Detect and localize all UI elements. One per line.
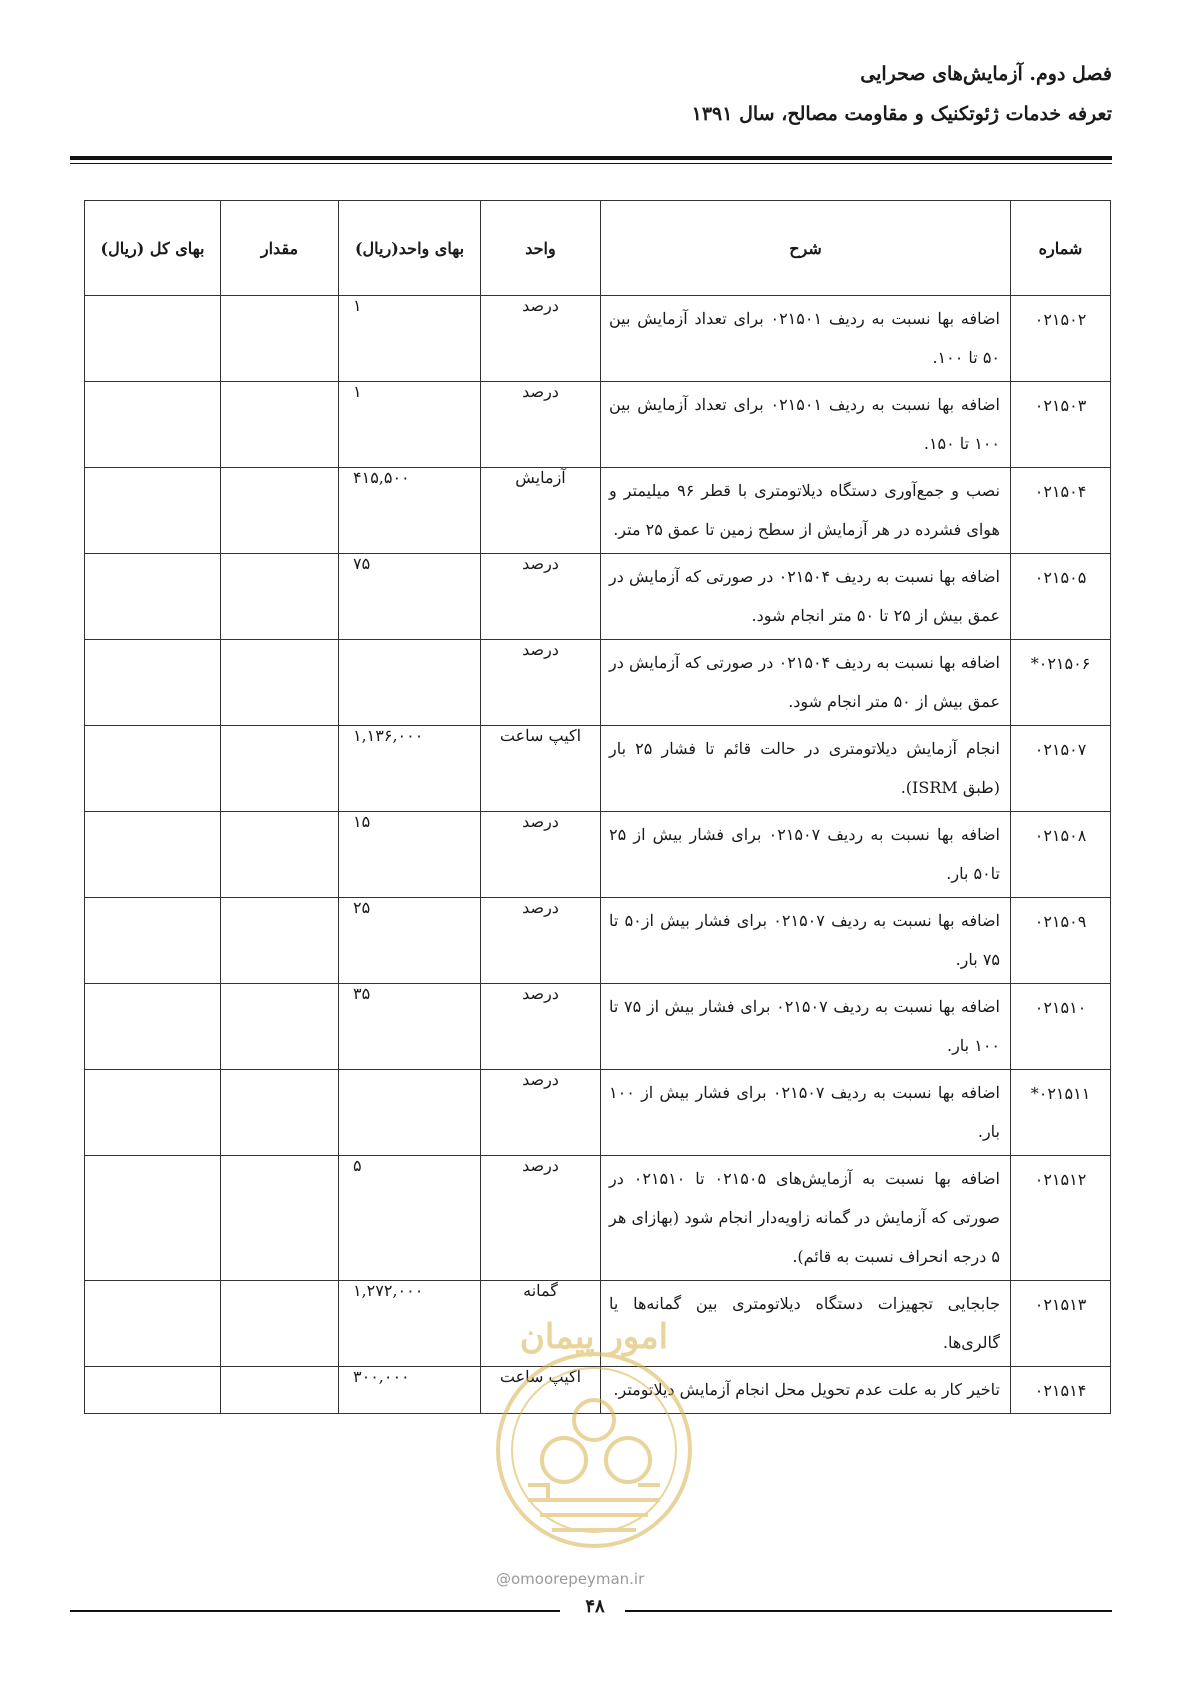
table-row <box>85 812 1111 898</box>
row-description: اضافه بها نسبت به ردیف ۰۲۱۵۰۱ برای تعداد آزمایش بین ۵۰ تا ۱۰۰. <box>601 296 1011 382</box>
watermark-site: @omoorepeyman.ir <box>496 1570 645 1588</box>
row-unit: درصد <box>522 296 559 315</box>
row-quantity-cell <box>221 726 339 812</box>
table-row <box>85 1281 1111 1367</box>
row-unit-price-cell <box>339 1367 481 1414</box>
row-unit-cell <box>481 296 601 382</box>
row-quantity-cell <box>221 1281 339 1367</box>
tariff-table <box>84 200 1111 1414</box>
col-header-unit-price: بهای واحد(ریال) <box>339 201 481 296</box>
row-unit: درصد <box>522 812 559 831</box>
row-number: ۰۲۱۵۱۲ <box>1011 1156 1111 1281</box>
row-quantity-cell <box>221 382 339 468</box>
row-unit-price <box>339 1070 480 1078</box>
row-unit-price: ۱۵ <box>353 812 371 831</box>
row-unit-cell <box>481 1156 601 1281</box>
col-header-total-price: بهای کل (ریال) <box>85 201 221 296</box>
row-description: اضافه بها نسبت به ردیف ۰۲۱۵۰۱ برای تعداد آزمایش بین ۱۰۰ تا ۱۵۰. <box>601 382 1011 468</box>
row-unit-price-cell <box>339 898 481 984</box>
table-header-row <box>85 201 1111 296</box>
table-row <box>85 1156 1111 1281</box>
chapter-title: فصل دوم. آزمایش‌های صحرایی <box>860 63 1112 85</box>
row-unit-price-cell <box>339 1281 481 1367</box>
row-unit: آزمایش <box>515 468 566 487</box>
row-unit: درصد <box>522 382 559 401</box>
row-total-price-cell <box>85 640 221 726</box>
col-header-quantity: مقدار <box>221 201 339 296</box>
row-description: اضافه بها نسبت به ردیف ۰۲۱۵۰۴ در صورتی که آزمایش در عمق بیش از ۵۰ متر انجام شود. <box>601 640 1011 726</box>
row-total-price-cell <box>85 1281 221 1367</box>
row-unit-price-cell <box>339 1070 481 1156</box>
row-unit-price-cell <box>339 726 481 812</box>
row-unit-cell <box>481 554 601 640</box>
row-unit-cell <box>481 468 601 554</box>
row-unit-price-cell <box>339 640 481 726</box>
table-row <box>85 984 1111 1070</box>
row-description: اضافه بها نسبت به آزمایش‌های ۰۲۱۵۰۵ تا ۰۲۱۵۱۰ در صورتی که آزمایش در گمانه زاویه‌دار انجام شود (بهازای هر ۵ درجه انحراف نسبت به قائم). <box>601 1156 1011 1281</box>
row-number: ۰۲۱۵۰۸ <box>1011 812 1111 898</box>
row-unit-price: ۴۱۵,۵۰۰ <box>353 468 410 487</box>
table-row <box>85 640 1111 726</box>
row-unit-price-cell <box>339 382 481 468</box>
row-unit-price-cell <box>339 468 481 554</box>
row-unit-cell <box>481 984 601 1070</box>
row-quantity-cell <box>221 984 339 1070</box>
row-unit-cell <box>481 1070 601 1156</box>
row-unit-price: ۲۵ <box>353 898 371 917</box>
row-unit: اکیپ ساعت <box>499 726 582 745</box>
row-number: ۰۲۱۵۰۲ <box>1011 296 1111 382</box>
row-unit-price: ۷۵ <box>353 554 371 573</box>
row-unit-price: ۱,۱۳۶,۰۰۰ <box>353 726 424 745</box>
header-rule-thick <box>70 156 1112 160</box>
row-description: اضافه بها نسبت به ردیف ۰۲۱۵۰۷ برای فشار بیش از ۲۵ تا۵۰ بار. <box>601 812 1011 898</box>
row-total-price-cell <box>85 1156 221 1281</box>
page-header <box>692 60 1112 128</box>
row-quantity-cell <box>221 898 339 984</box>
row-unit-cell <box>481 382 601 468</box>
table-row <box>85 296 1111 382</box>
row-unit-price-cell <box>339 296 481 382</box>
col-header-description: شرح <box>601 201 1011 296</box>
row-quantity-cell <box>221 554 339 640</box>
row-unit: گمانه <box>523 1281 558 1300</box>
row-unit-price: ۵ <box>353 1156 362 1175</box>
row-description: نصب و جمع‌آوری دستگاه دیلاتومتری با قطر ۹۶ میلیمتر و هوای فشرده در هر آزمایش از سطح زمین تا عمق ۲۵ متر. <box>601 468 1011 554</box>
table-row <box>85 726 1111 812</box>
row-total-price-cell <box>85 1367 221 1414</box>
table-row <box>85 554 1111 640</box>
row-unit-cell <box>481 1281 601 1367</box>
row-unit-price: ۱,۲۷۲,۰۰۰ <box>353 1281 424 1300</box>
row-unit-cell <box>481 812 601 898</box>
table-row <box>85 898 1111 984</box>
row-number: ۰۲۱۵۱۰ <box>1011 984 1111 1070</box>
row-description: اضافه بها نسبت به ردیف ۰۲۱۵۰۴ در صورتی که آزمایش در عمق بیش از ۲۵ تا ۵۰ متر انجام شود. <box>601 554 1011 640</box>
table-row <box>85 468 1111 554</box>
row-unit-price: ۱ <box>353 382 362 401</box>
row-number: ۰۲۱۵۰۷ <box>1011 726 1111 812</box>
row-description: تاخیر کار به علت عدم تحویل محل انجام آزمایش دیلاتومتر. <box>601 1367 1011 1414</box>
row-unit-price-cell <box>339 984 481 1070</box>
table-row <box>85 1070 1111 1156</box>
row-total-price-cell <box>85 898 221 984</box>
row-unit-price <box>339 640 480 648</box>
row-quantity-cell <box>221 1070 339 1156</box>
row-unit-cell <box>481 898 601 984</box>
row-unit-price: ۳۵ <box>353 984 371 1003</box>
row-number: ۰۲۱۵۱۱* <box>1011 1070 1111 1156</box>
row-unit: درصد <box>522 1156 559 1175</box>
row-number: ۰۲۱۵۰۹ <box>1011 898 1111 984</box>
row-unit-price: ۱ <box>353 296 362 315</box>
row-number: ۰۲۱۵۱۳ <box>1011 1281 1111 1367</box>
row-total-price-cell <box>85 984 221 1070</box>
row-quantity-cell <box>221 296 339 382</box>
row-unit: درصد <box>522 984 559 1003</box>
row-number: ۰۲۱۵۰۶* <box>1011 640 1111 726</box>
row-number: ۰۲۱۵۰۴ <box>1011 468 1111 554</box>
row-total-price-cell <box>85 1070 221 1156</box>
col-header-number: شماره <box>1011 201 1111 296</box>
row-total-price-cell <box>85 554 221 640</box>
row-unit: اکیپ ساعت <box>499 1367 582 1386</box>
row-total-price-cell <box>85 468 221 554</box>
header-rule-thin <box>70 163 1112 164</box>
row-total-price-cell <box>85 296 221 382</box>
row-description: انجام آزمایش دیلاتومتری در حالت قائم تا فشار ۲۵ بار (طبق ISRM). <box>601 726 1011 812</box>
row-description: اضافه بها نسبت به ردیف ۰۲۱۵۰۷ برای فشار بیش از ۱۰۰ بار. <box>601 1070 1011 1156</box>
row-number: ۰۲۱۵۰۳ <box>1011 382 1111 468</box>
row-total-price-cell <box>85 812 221 898</box>
row-unit-price: ۳۰۰,۰۰۰ <box>353 1367 410 1386</box>
table-row <box>85 1367 1111 1414</box>
row-number: ۰۲۱۵۰۵ <box>1011 554 1111 640</box>
row-unit-cell <box>481 1367 601 1414</box>
row-quantity-cell <box>221 812 339 898</box>
footer-rule-right <box>625 1610 1112 1612</box>
footer-rule-left <box>70 1610 560 1612</box>
row-quantity-cell <box>221 468 339 554</box>
row-description: اضافه بها نسبت به ردیف ۰۲۱۵۰۷ برای فشار بیش از ۷۵ تا ۱۰۰ بار. <box>601 984 1011 1070</box>
row-quantity-cell <box>221 640 339 726</box>
document-subtitle: تعرفه خدمات ژئوتکنیک و مقاومت مصالح، سال ۱۳۹۱ <box>691 103 1112 125</box>
row-number: ۰۲۱۵۱۴ <box>1011 1367 1111 1414</box>
row-total-price-cell <box>85 382 221 468</box>
row-unit-price-cell <box>339 812 481 898</box>
row-quantity-cell <box>221 1156 339 1281</box>
page-number: ۴۸ <box>585 1596 605 1617</box>
row-unit: درصد <box>522 554 559 573</box>
row-total-price-cell <box>85 726 221 812</box>
row-unit: درصد <box>522 640 559 659</box>
col-header-unit: واحد <box>481 201 601 296</box>
row-unit-price-cell <box>339 1156 481 1281</box>
row-description: اضافه بها نسبت به ردیف ۰۲۱۵۰۷ برای فشار بیش از۵۰ تا ۷۵ بار. <box>601 898 1011 984</box>
row-unit-cell <box>481 640 601 726</box>
row-unit-cell <box>481 726 601 812</box>
row-unit-price-cell <box>339 554 481 640</box>
seal-text: امور پیمان <box>519 1317 669 1357</box>
row-quantity-cell <box>221 1367 339 1414</box>
row-unit: درصد <box>522 898 559 917</box>
row-description: جابجایی تجهیزات دستگاه دیلاتومتری بین گمانه‌ها یا گالری‌ها. <box>601 1281 1011 1367</box>
table-row <box>85 382 1111 468</box>
row-unit: درصد <box>522 1070 559 1089</box>
